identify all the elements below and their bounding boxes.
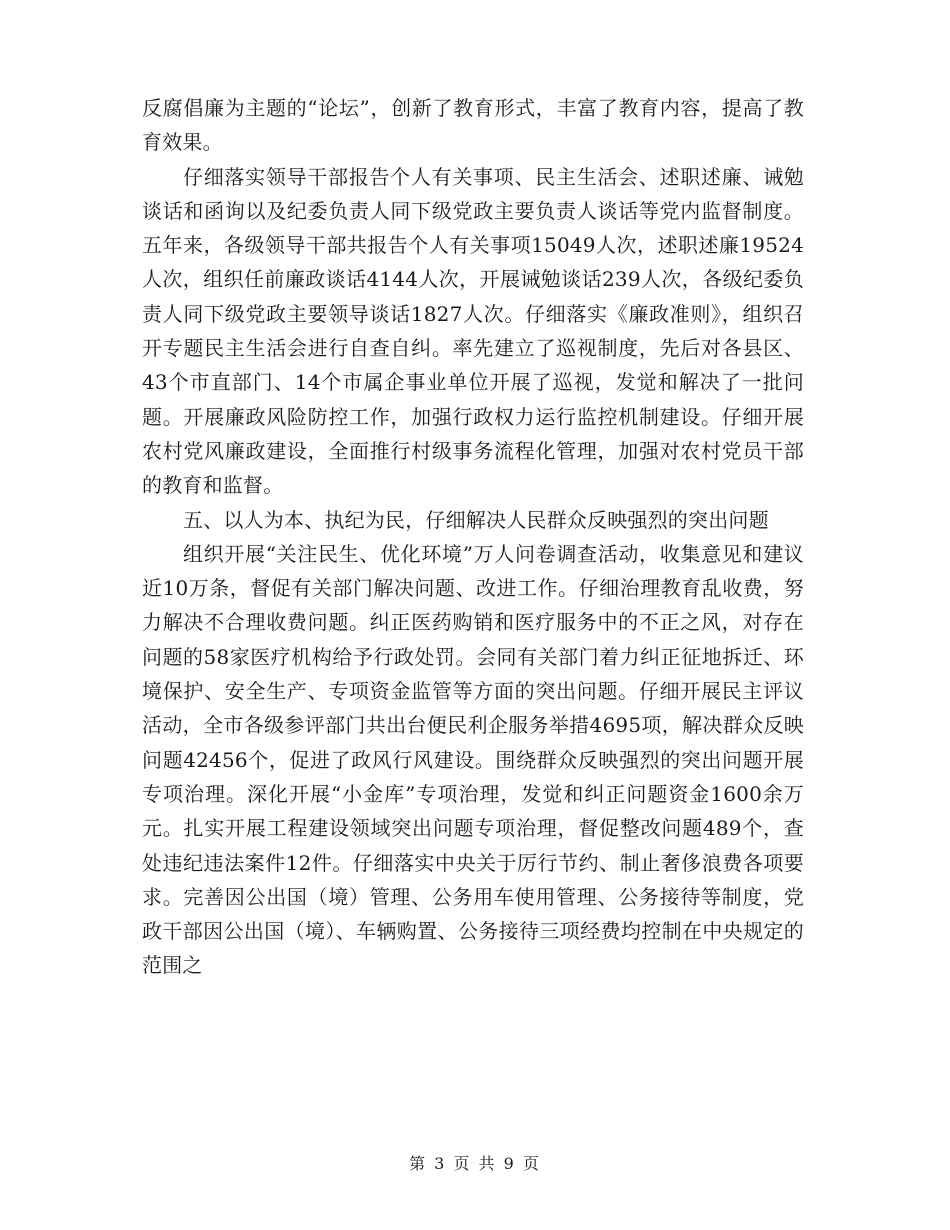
page-number-footer: 第 3 页 共 9 页 [409,1154,541,1173]
document-body [142,91,804,983]
section-heading-five: 五、以人为本、执纪为民，仔细解决人民群众反映强烈的突出问题 [183,507,769,532]
paragraph-supervision: 仔细落实领导干部报告个人有关事项、民主生活会、述职述廉、诫勉谈话和函询以及纪委负责人同下级党政主要负责人谈话等党内监督制度。五年来，各级领导干部共报告个人有关事项15049人次，述职述廉19524人次，组织任前廉政谈话4144人次，开展诫勉谈话239人次，各级纪委负责人同下级党政主要领导谈话1827人次。仔细落实《廉政准则》，组织召开专题民主生活会进行自查自纠。率先建立了巡视制度，先后对各县区、43个市直部门、14个市属企事业单位开展了巡视，发觉和解决了一批问题。开展廉政风险防控工作，加强行政权力运行监控机制建设。仔细开展农村党风廉政建设，全面推行村级事务流程化管理，加强对农村党员干部的教育和监督。 [142,164,804,498]
paragraph-continuation: 反腐倡廉为主题的“论坛”，创新了教育形式，丰富了教育内容，提高了教育效果。 [142,96,804,155]
paragraph-livelihood: 组织开展“关注民生、优化环境”万人问卷调查活动，收集意见和建议近10万条，督促有关部门解决问题、改进工作。仔细治理教育乱收费，努力解决不合理收费问题。纠正医药购销和医疗服务中的不正之风，对存在问题的58家医疗机构给予行政处罚。会同有关部门着力纠正征地拆迁、环境保护、安全生产、专项资金监管等方面的突出问题。仔细开展民主评议活动，全市各级参评部门共出台便民利企服务举措4695项，解决群众反映问题42456个，促进了政风行风建设。围绕群众反映强烈的突出问题开展专项治理。深化开展“小金库”专项治理，发觉和纠正问题资金1600余万元。扎实开展工程建设领域突出问题专项治理，督促整改问题489个，查处违纪违法案件12件。仔细落实中央关于厉行节约、制止奢侈浪费各项要求。完善因公出国（境）管理、公务用车使用管理、公务接待等制度，党政干部因公出国（境）、车辆购置、公务接待三项经费均控制在中央规定的范围之 [142,541,804,978]
